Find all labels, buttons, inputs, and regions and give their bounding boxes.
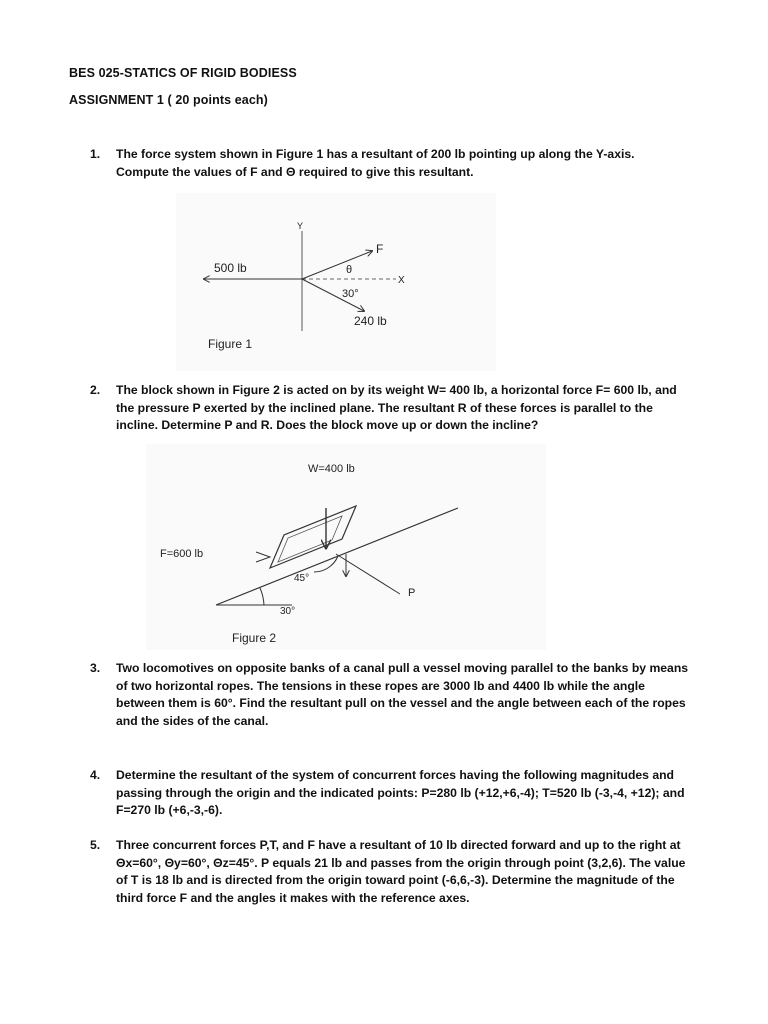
problem-1 [90,146,690,181]
x-axis-label: X [398,275,405,286]
problem-5 [90,837,690,907]
theta-label: θ [346,264,353,276]
problem-number: 2. [90,383,101,397]
pressure-label: P [408,587,416,599]
problem-text: The block shown in Figure 2 is acted on by its weight W= 400 lb, a horizontal force F= 600 lb, and the pressure P exerted by the inclined plane. The resultant R of these forces is parallel to the incline. Determine P and R. Does the block move up or down the incline? [116,383,677,433]
assignment-title: ASSIGNMENT 1 ( 20 points each) [69,93,268,107]
force-500-label: 500 lb [214,261,247,275]
problem-text: Two locomotives on opposite banks of a canal pull a vessel moving parallel to the banks by means of two horizontal ropes. The tensions in these ropes are 3000 lb and 4400 lb while the angle between them is 60°. Find the resultant pull on the vessel and the angle between each of the ropes and the sides of the canal. [116,661,689,728]
problem-3 [90,660,690,730]
force-f-label: F [376,242,384,256]
block-inner [278,516,342,562]
weight-label: W=400 lb [308,463,355,475]
figure-2 [146,444,546,650]
figure-1-caption: Figure 1 [208,337,253,351]
angle-45-label: 45° [294,573,310,584]
figure-2-caption: Figure 2 [232,631,277,645]
course-title: BES 025-STATICS OF RIGID BODIESS [69,66,297,80]
incline-plane [216,508,458,605]
problem-text: Three concurrent forces P,T, and F have a resultant of 10 lb directed forward and up to the right at Θx=60°, Θy=60°, Θz=45°. P equals 21 lb and passes from the origin through point (3,2,6). The value of T is 18 lb and is directed from the origin toward point (-6,6,-3). Determine the magnitude of the third force F and the angles it makes with the reference axes. [116,838,686,905]
problem-number: 5. [90,838,101,852]
problem-text: Determine the resultant of the system of concurrent forces having the following magnitudes and passing through the origin and the indicated points: P=280 lb (+12,+6,-4); T=520 lb (-3,-4, +12); and F=270 lb (+6,-3,-6). [116,768,685,818]
problem-number: 3. [90,661,101,675]
angle-30-label: 30° [280,606,296,617]
angle-30-label: 30° [342,288,359,300]
problem-text: The force system shown in Figure 1 has a resultant of 200 lb pointing up along the Y-axis. Compute the values of F and Θ required to give this resultant. [116,147,635,179]
angle-30-arc [260,588,264,605]
y-axis-label: Y [297,221,304,231]
problem-number: 4. [90,768,101,782]
figure-1 [176,193,496,371]
problem-2 [90,382,690,435]
problem-4 [90,767,690,820]
force-f-arrow [302,251,372,279]
force-f-arrow [256,552,270,562]
force-f-label: F=600 lb [160,548,204,560]
force-240-label: 240 lb [354,314,387,328]
problem-number: 1. [90,147,101,161]
